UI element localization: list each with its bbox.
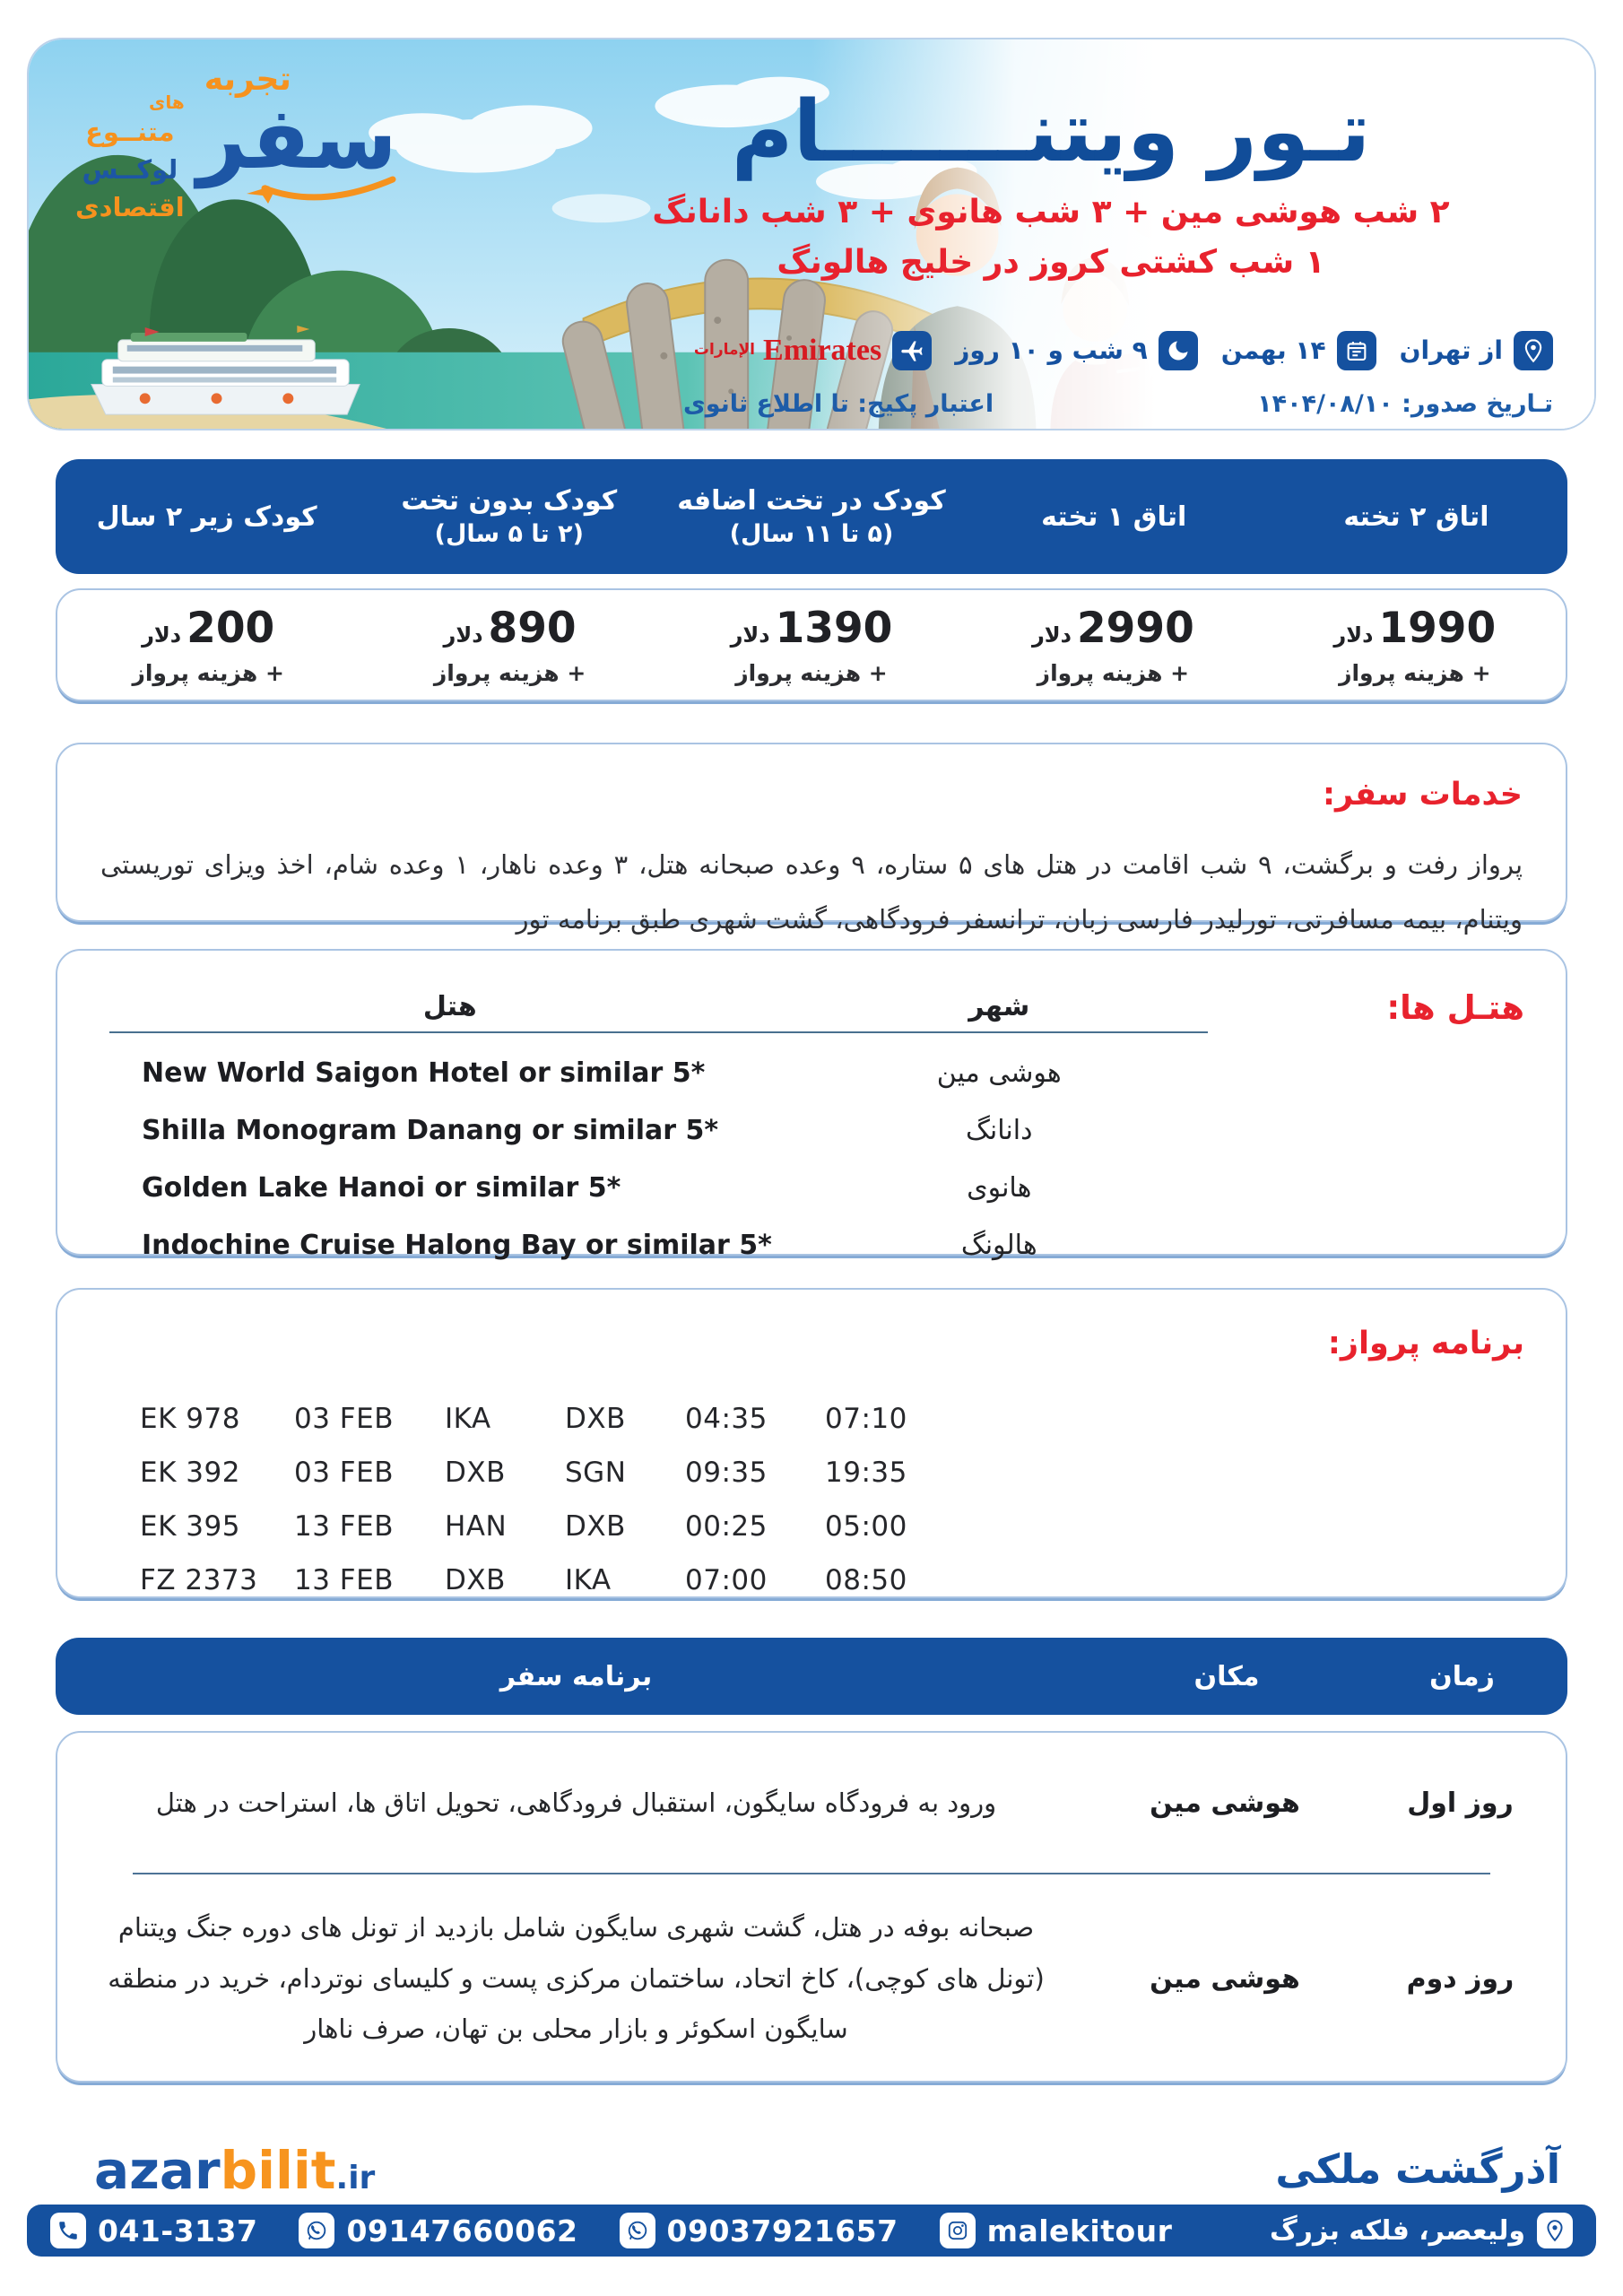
flight-arr-time: 08:50 xyxy=(825,1564,907,1596)
info-duration-label: ۹ شب و ۱۰ روز xyxy=(955,335,1148,366)
brand-word-main: سفر xyxy=(196,88,397,188)
flight-to: DXB xyxy=(565,1510,626,1543)
itinerary-row xyxy=(57,1733,1566,1873)
flight-number: EK 978 xyxy=(140,1403,240,1435)
footer-contact-bar xyxy=(27,2205,1596,2257)
services-section xyxy=(56,743,1567,935)
price-table-header xyxy=(56,459,1567,574)
phone-contact[interactable]: 041-3137 xyxy=(50,2213,257,2248)
hotel-row: هالونگ Indochine Cruise Halong Bay or similar 5* xyxy=(142,1229,1037,1261)
brand-word-haye: های xyxy=(148,91,185,113)
hotels-title: هتـل ها: xyxy=(1386,988,1524,1027)
brand-tag: لوکــس xyxy=(82,154,178,186)
whatsapp-icon xyxy=(299,2213,334,2248)
flight-number: EK 395 xyxy=(140,1510,240,1543)
address-text: ولیعصر، فلکه بزرگ xyxy=(1269,2214,1525,2247)
itinerary-program: ورود به فرودگاه سایگون، استقبال فرودگاهی، تحویل اتاق ها، استراحت در هتل xyxy=(155,1787,997,1818)
itinerary-program: صبحانه بوفه در هتل، گشت شهری سایگون شامل بازدید از تونل های دوره جنگ ویتنام (تونل های کوچی)، کاخ اتحاد، ساختمان مرکزی پست و کلیسای نوتردام، خرید در منطقه سایگون اسکوئر و بازار محلی بن تهان، صرف ناهار xyxy=(108,1912,1045,2045)
flight-date: 03 FEB xyxy=(294,1457,394,1489)
itinerary-table xyxy=(56,1731,1567,2083)
flight-arr-time: 19:35 xyxy=(825,1457,907,1489)
flight-to: DXB xyxy=(565,1403,626,1435)
brand-tag: متنــوع xyxy=(85,117,175,147)
itinerary-row xyxy=(57,1874,1566,2083)
itinerary-place: هوشی مین xyxy=(1150,1787,1300,1819)
price-col-header: کودک در تخت اضافه (۵ تا ۱۱ سال) xyxy=(677,484,946,548)
flight-date: 13 FEB xyxy=(294,1564,394,1596)
whatsapp-contact[interactable]: 09147660062 xyxy=(299,2213,577,2248)
services-text: پرواز رفت و برگشت، ۹ شب اقامت در هتل های ۵ ستاره، ۹ وعده صبحانه هتل، ۳ وعده ناهار، ۱ وعده شام، اخذ ویزای توریستی ویتنام، بیمه مسافرتی، تورلیدر فارسی زبان، ترانسفر فرودگاهی، گشت شهری طبق برنامه تور xyxy=(100,849,1523,935)
tour-title: تـور ویتنـــــــام xyxy=(731,83,1371,181)
instagram-contact[interactable]: malekitour xyxy=(940,2213,1173,2248)
flight-from: DXB xyxy=(445,1457,506,1489)
hotels-table-header xyxy=(109,981,1208,1033)
hotels-col-hotel: هتل xyxy=(422,990,477,1022)
emirates-logo xyxy=(694,334,881,368)
hotel-row: هانوی Golden Lake Hanoi or similar 5* xyxy=(142,1171,1032,1204)
whatsapp-icon xyxy=(620,2213,655,2248)
company-name: آذرگشت ملکی xyxy=(1275,2145,1560,2193)
location-pin-icon xyxy=(1514,331,1553,370)
emirates-arabic-mark: الإمارات xyxy=(693,341,756,360)
tour-info-row xyxy=(549,331,1553,370)
hotel-row: دانانگ Shilla Monogram Danang or similar 5* xyxy=(142,1114,1033,1146)
instagram-icon xyxy=(940,2213,976,2248)
price-cell: 1390دلار + هزینه پرواز xyxy=(730,604,893,686)
calendar-icon xyxy=(1337,331,1376,370)
flights-section xyxy=(56,1288,1567,1598)
flight-dep-time: 04:35 xyxy=(685,1403,768,1435)
flight-dep-time: 07:00 xyxy=(685,1564,768,1596)
brand-logo xyxy=(75,61,397,226)
phone-icon xyxy=(50,2213,86,2248)
flight-arr-time: 07:10 xyxy=(825,1403,907,1435)
tour-subtitle-line1: ۲ شب هوشی مین + ۳ شب هانوی + ۳ شب دانانگ xyxy=(652,194,1450,231)
itinerary-place: هوشی مین xyxy=(1150,1962,1300,1995)
info-duration xyxy=(955,331,1198,370)
flight-dep-time: 09:35 xyxy=(685,1457,768,1489)
price-col-header: کودک زیر ۲ سال xyxy=(96,500,317,533)
flight-date: 13 FEB xyxy=(294,1510,394,1543)
itinerary-table-header xyxy=(56,1638,1567,1715)
address xyxy=(1270,2213,1573,2248)
flight-date: 03 FEB xyxy=(294,1403,394,1435)
services-title: خدمات سفر: xyxy=(1323,777,1523,813)
flight-to: IKA xyxy=(565,1564,612,1596)
flight-number: FZ 2373 xyxy=(140,1564,258,1596)
flight-from: DXB xyxy=(445,1564,506,1596)
hotels-col-city: شهر xyxy=(968,990,1030,1022)
flights-title: برنامه پرواز: xyxy=(1327,1326,1524,1361)
price-table-values xyxy=(56,588,1567,701)
hotel-row: هوشی مین New World Saigon Hotel or similar 5* xyxy=(142,1057,1062,1089)
price-cell: 2990دلار + هزینه پرواز xyxy=(1031,604,1194,686)
hero-banner xyxy=(27,38,1596,430)
tour-subtitle-line2: ۱ شب کشتی کروز در خلیج هالونگ xyxy=(777,244,1325,282)
issue-date: تـاریخ صدور: ۱۴۰۴/۰۸/۱۰ xyxy=(1257,389,1553,418)
price-cell: 890دلار + هزینه پرواز xyxy=(433,604,586,686)
flight-from: IKA xyxy=(445,1403,491,1435)
emirates-wordmark: Emirates xyxy=(763,333,882,367)
whatsapp-contact[interactable]: 09037921657 xyxy=(620,2213,898,2248)
price-col-header: کودک بدون تخت (۲ تا ۵ سال) xyxy=(401,484,618,548)
itinerary-day: روز اول xyxy=(1407,1787,1514,1819)
airplane-icon xyxy=(892,331,932,370)
info-date-label: ۱۴ بهمن xyxy=(1220,335,1326,366)
price-cell: 1990دلار + هزینه پرواز xyxy=(1333,604,1497,686)
itinerary-col-time: زمان xyxy=(1429,1660,1495,1692)
itinerary-col-program: برنامه سفر xyxy=(499,1660,653,1692)
info-origin-label: از تهران xyxy=(1399,335,1503,366)
flight-dep-time: 00:25 xyxy=(685,1510,768,1543)
price-col-header: اتاق ۲ تخته xyxy=(1343,500,1489,533)
brand-tag: اقتصادی xyxy=(75,192,185,223)
itinerary-col-place: مکان xyxy=(1193,1660,1260,1692)
flight-arr-time: 05:00 xyxy=(825,1510,907,1543)
info-date xyxy=(1221,331,1376,370)
package-validity: اعتبار پکیج: تا اطلاع ثانوی xyxy=(683,389,994,418)
flight-to: SGN xyxy=(565,1457,627,1489)
price-col-header: اتاق ۱ تخته xyxy=(1041,500,1187,533)
flights-table xyxy=(140,1403,924,1596)
flight-from: HAN xyxy=(445,1510,508,1543)
flight-number: EK 392 xyxy=(140,1457,240,1489)
info-origin xyxy=(1400,331,1553,370)
brand-word-top: تجربه xyxy=(204,61,291,98)
info-airline xyxy=(694,331,932,370)
site-logo[interactable]: azarbilit.ir xyxy=(94,2140,376,2201)
price-cell: 200دلار + هزینه پرواز xyxy=(132,604,284,686)
issue-validity-row xyxy=(549,390,1553,418)
moon-icon xyxy=(1159,331,1198,370)
location-pin-icon xyxy=(1537,2213,1573,2248)
hotels-table xyxy=(109,981,1208,1263)
hotels-section xyxy=(56,949,1567,1261)
itinerary-day: روز دوم xyxy=(1406,1962,1515,1995)
